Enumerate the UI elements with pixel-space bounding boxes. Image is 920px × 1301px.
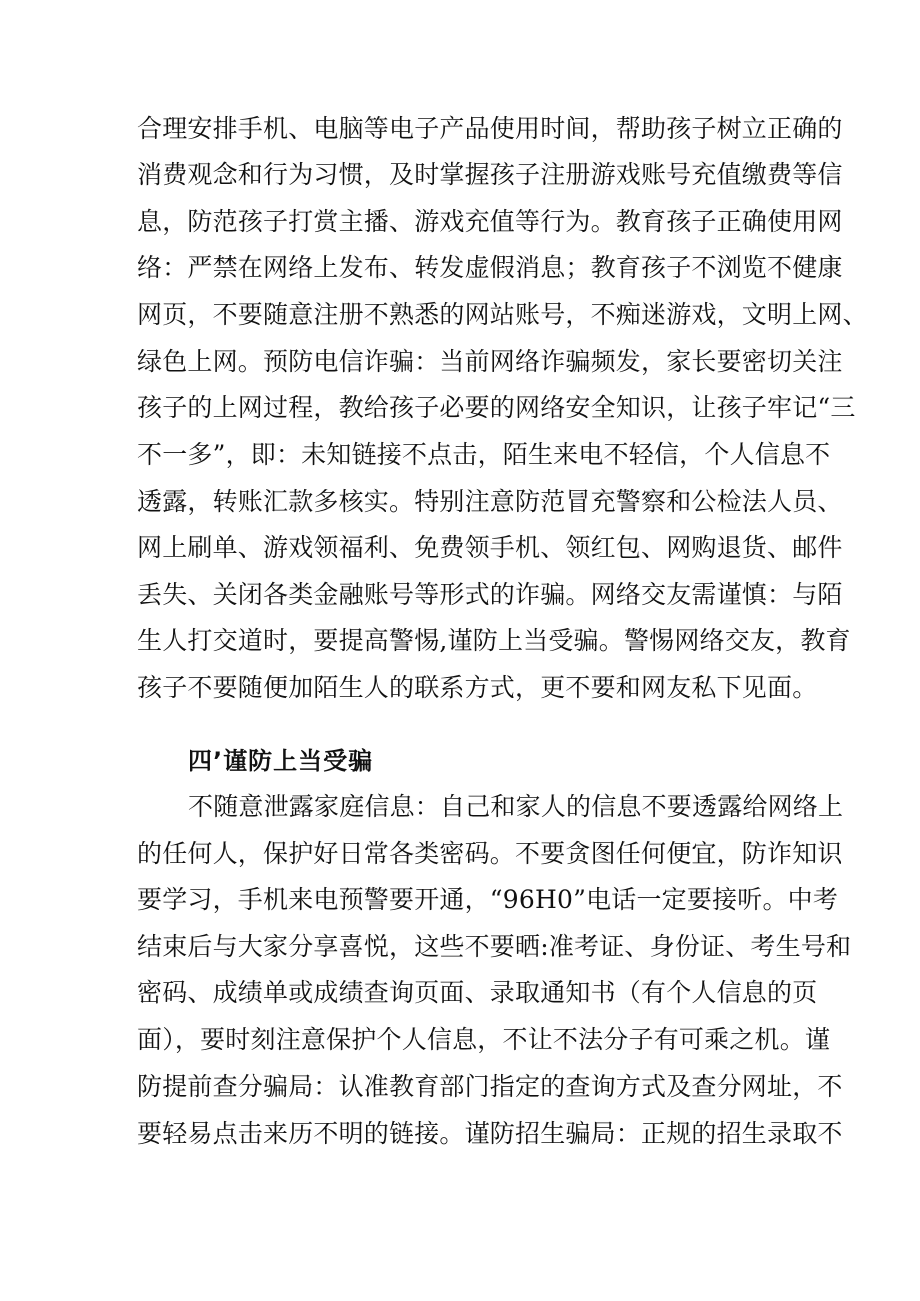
paragraph-line: 网上刷单、游戏领福利、免费领手机、领红包、网购退货、邮件: [137, 533, 843, 562]
paragraph-line: 绿色上网。预防电信诈骗：当前网络诈骗频发，家长要密切关注: [137, 347, 843, 376]
section-heading: 四’谨防上当受骗: [188, 747, 374, 775]
paragraph-line: 透露，转账汇款多核实。特别注意防范冒充警察和公检法人员、: [137, 487, 843, 516]
paragraph-line: 要学习，手机来电预警要开通，“96H0”电话一定要接听。中考: [137, 885, 839, 914]
paragraph-line: 防提前查分骗局：认准教育部门指定的查询方式及查分网址，不: [137, 1072, 843, 1101]
paragraph-line: 不一多”，即：未知链接不点击，陌生来电不轻信，个人信息不: [137, 440, 831, 469]
paragraph-line: 要轻易点击来历不明的链接。谨防招生骗局：正规的招生录取不: [137, 1119, 843, 1148]
paragraph-line: 不随意泄露家庭信息：自己和家人的信息不要透露给网络上: [188, 792, 844, 821]
paragraph-line: 面），要时刻注意保护个人信息，不让不法分子有可乘之机。谨: [137, 1025, 831, 1054]
paragraph-line: 孩子不要随便加陌生人的联系方式，更不要和网友私下见面。: [137, 673, 818, 702]
paragraph-line: 合理安排手机、电脑等电子产品使用时间，帮助孩子树立正确的: [137, 114, 843, 143]
paragraph-line: 结束后与大家分享喜悦，这些不要晒:准考证、身份证、考生号和: [137, 932, 852, 961]
paragraph-line: 络：严禁在网络上发布、转发虚假消息；教育孩子不浏览不健康: [137, 253, 843, 282]
paragraph-line: 网页，不要随意注册不熟悉的网站账号，不痴迷游戏，文明上网、: [137, 300, 868, 329]
paragraph-line: 孩子的上网过程，教给孩子必要的网络安全知识，让孩子牢记“三: [137, 393, 856, 422]
paragraph-line: 的任何人，保护好日常各类密码。不要贪图任何便宜，防诈知识: [137, 839, 843, 868]
paragraph-line: 息，防范孩子打赏主播、游戏充值等行为。教育孩子正确使用网: [137, 207, 843, 236]
paragraph-line: 生人打交道时，要提高警惕,谨防上当受骗。警惕网络交友，教育: [137, 626, 851, 655]
paragraph-line: 丢失、关闭各类金融账号等形式的诈骗。网络交友需谨慎：与陌: [137, 580, 843, 609]
paragraph-line: 密码、成绩单或成绩查询页面、录取通知书（有个人信息的页: [137, 978, 818, 1007]
paragraph-line: 消费观念和行为习惯，及时掌握孩子注册游戏账号充值缴费等信: [137, 160, 843, 189]
